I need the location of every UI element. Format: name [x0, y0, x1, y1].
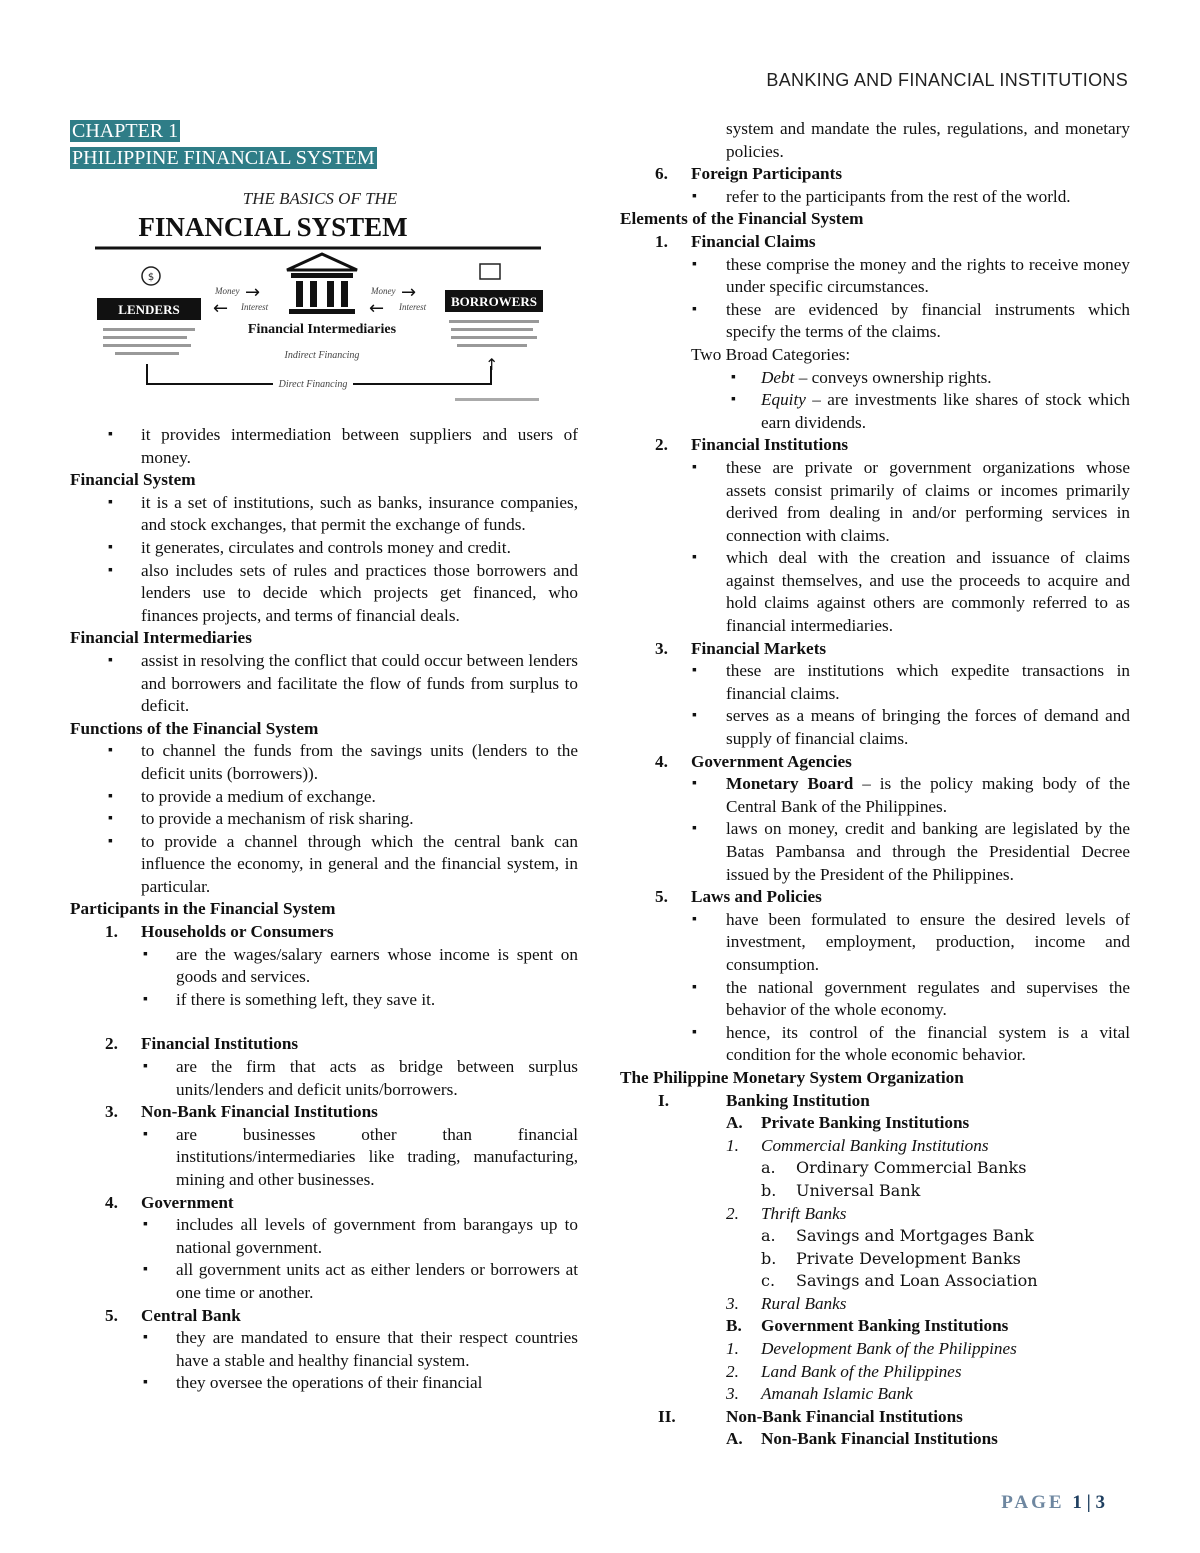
org-level-A: A. Private Banking Institutions	[726, 1113, 970, 1133]
intermediaries-label: Financial Intermediaries	[247, 322, 397, 337]
list-item: ▪ to provide a channel through which the central bank can influence the economy, in general and the financial system, in particular.	[70, 831, 578, 899]
intro-list	[70, 424, 578, 469]
continued-paragraph: system and mandate the rules, regulations, and monetary policies.	[726, 119, 1130, 161]
continued-text	[620, 118, 1130, 163]
list-item: ▪ are the wages/salary earners whose income is spent on goods and services.	[70, 944, 578, 989]
financial-system-figure	[95, 178, 545, 418]
list-item: ▪ Equity – are investments like shares of stock which earn dividends.	[620, 389, 1130, 434]
org-item: 3. Amanah Islamic Bank	[726, 1384, 913, 1404]
org-subitem: a. Savings and Mortgages Bank	[761, 1226, 1034, 1246]
org-subitem: b. Private Development Banks	[761, 1248, 1021, 1268]
element-1-list	[620, 254, 1130, 344]
list-item: ▪ they oversee the operations of their financial	[70, 1372, 578, 1395]
element-2: 2. Financial Institutions	[655, 435, 849, 455]
list-item: ▪ it is a set of institutions, such as banks, insurance companies, and stock exchanges, that permit the exchange of funds.	[70, 492, 578, 537]
svg-text:↑: ↑	[485, 355, 499, 374]
participant-4-list	[70, 1214, 578, 1304]
org-subitem: c. Savings and Loan Association	[761, 1271, 1038, 1291]
org-level-II: II. Non-Bank Financial Institutions	[658, 1406, 963, 1426]
svg-text:→: →	[401, 282, 417, 303]
list-item: ▪ which deal with the creation and issuance of claims against themselves, and use the proceeds to acquire and hold claims against others are commonly referred to as financial intermediaries.	[620, 547, 1130, 637]
svg-text:←: ←	[213, 298, 229, 319]
org-level-B: B. Government Banking Institutions	[726, 1316, 1009, 1336]
chapter-title: PHILIPPINE FINANCIAL SYSTEM	[72, 147, 375, 169]
svg-text:$: $	[147, 272, 155, 283]
participant-5-list	[70, 1327, 578, 1395]
participant-1-list	[70, 944, 578, 1012]
element-5-list	[620, 909, 1130, 1067]
list-item: ▪ to channel the funds from the savings units (lenders to the deficit units (borrowers)).	[70, 740, 578, 785]
list-item: ▪ have been formulated to ensure the desired levels of investment, employment, production, income and consumption.	[620, 909, 1130, 977]
hand-money-icon	[480, 264, 500, 279]
list-item: ▪ it provides intermediation between suppliers and users of money.	[70, 424, 578, 469]
chapter-heading	[70, 118, 578, 172]
list-item: ▪ all government units act as either lenders or borrowers at one time or another.	[70, 1259, 578, 1304]
interest-label-right: Interest	[399, 302, 427, 312]
participant-3-list	[70, 1124, 578, 1192]
list-item: ▪ they are mandated to ensure that their respect countries have a stable and healthy financial system.	[70, 1327, 578, 1372]
chapter-number: CHAPTER 1	[72, 120, 179, 142]
direct-label: Direct Financing	[278, 379, 348, 390]
element-3-list	[620, 660, 1130, 750]
section-heading-elements: Elements of the Financial System	[620, 209, 864, 229]
intermediaries-list	[70, 650, 578, 718]
org-item: 1. Development Bank of the Philippines	[726, 1339, 1017, 1359]
categories-list	[620, 367, 1130, 435]
svg-text:→: →	[245, 282, 261, 303]
participant-6: 6. Foreign Participants	[655, 164, 843, 184]
list-item: ▪ these are evidenced by financial instruments which specify the terms of the claims.	[620, 299, 1130, 344]
section-heading-financial-intermediaries: Financial Intermediaries	[70, 628, 252, 648]
list-item: ▪ assist in resolving the conflict that could occur between lenders and borrowers and facilitate the flow of funds from surplus to deficit.	[70, 650, 578, 718]
list-item: ▪ the national government regulates and supervises the behavior of the whole economy.	[620, 977, 1130, 1022]
section-heading-participants: Participants in the Financial System	[70, 899, 336, 919]
lenders-label: LENDERS	[118, 302, 180, 317]
list-item: ▪ hence, its control of the financial system is a vital condition for the whole economic behavior.	[620, 1022, 1130, 1067]
list-item: ▪ Monetary Board – is the policy making body of the Central Bank of the Philippines.	[620, 773, 1130, 818]
section-heading-organization: The Philippine Monetary System Organization	[620, 1067, 964, 1087]
org-subitem: b. Universal Bank	[761, 1180, 921, 1200]
participant-2: 2. Financial Institutions	[105, 1034, 299, 1054]
money-label-right: Money	[371, 286, 396, 296]
list-item: ▪ serves as a means of bringing the forces of demand and supply of financial claims.	[620, 705, 1130, 750]
functions-list	[70, 740, 578, 898]
figure-title-main: FINANCIAL SYSTEM	[138, 212, 408, 242]
element-1: 1. Financial Claims	[655, 231, 816, 251]
figure-title-top: THE BASICS OF THE	[242, 189, 398, 208]
org-level-A2: A. Non-Bank Financial Institutions	[726, 1429, 998, 1449]
page-header: BANKING AND FINANCIAL INSTITUTIONS	[766, 70, 1128, 90]
svg-text:←: ←	[369, 298, 385, 319]
list-item: ▪ Debt – conveys ownership rights.	[620, 367, 1130, 390]
indirect-label: Indirect Financing	[284, 350, 360, 361]
element-4: 4. Government Agencies	[655, 751, 852, 771]
element-4-list	[620, 773, 1130, 886]
element-3: 3. Financial Markets	[655, 638, 827, 658]
list-item: ▪ also includes sets of rules and practices those borrowers and lenders use to decide which projects get financed, who finances projects, and terms of financial deals.	[70, 560, 578, 628]
page-footer: PAGE 1 | 3	[1001, 1492, 1105, 1513]
section-heading-functions: Functions of the Financial System	[70, 718, 319, 738]
two-broad-categories: Two Broad Categories:	[691, 344, 851, 364]
participant-4: 4. Government	[105, 1192, 234, 1212]
list-item: ▪ to provide a mechanism of risk sharing.	[70, 808, 578, 831]
money-label-left: Money	[215, 286, 240, 296]
org-item: 3. Rural Banks	[726, 1293, 847, 1313]
list-item: ▪ includes all levels of government from barangays up to national government.	[70, 1214, 578, 1259]
element-5: 5. Laws and Policies	[655, 887, 822, 907]
participant-2-list	[70, 1056, 578, 1101]
list-item: ▪ refer to the participants from the rest of the world.	[620, 186, 1130, 209]
financial-system-list	[70, 492, 578, 628]
participant-1: 1. Households or Consumers	[105, 922, 334, 942]
org-item: 1. Commercial Banking Institutions	[726, 1135, 989, 1155]
interest-label-left: Interest	[241, 302, 269, 312]
section-heading-financial-system: Financial System	[70, 470, 196, 490]
left-column	[70, 118, 578, 1395]
list-item: ▪ to provide a medium of exchange.	[70, 786, 578, 809]
org-level-I: I. Banking Institution	[658, 1090, 870, 1110]
borrowers-label: BORROWERS	[451, 294, 537, 309]
element-2-list	[620, 457, 1130, 638]
list-item: ▪ are businesses other than financial institutions/intermediaries like trading, manufacturing, mining and other businesses.	[70, 1124, 578, 1192]
participant-6-list	[620, 186, 1130, 209]
participant-3: 3. Non-Bank Financial Institutions	[105, 1102, 378, 1122]
list-item: ▪ laws on money, credit and banking are legislated by the Batas Pambansa and through the Presidential Decree issued by the President of the Philippines.	[620, 818, 1130, 886]
org-item: 2. Thrift Banks	[726, 1203, 847, 1223]
org-item: 2. Land Bank of the Philippines	[726, 1361, 962, 1381]
list-item: ▪ these are private or government organizations whose assets consist primarily of claims or incomes primarily derived from dealing in and/or performing services in connection with claims.	[620, 457, 1130, 547]
financial-system-diagram	[95, 178, 545, 418]
bank-icon	[287, 254, 357, 270]
org-subitem: a. Ordinary Commercial Banks	[761, 1158, 1027, 1178]
list-item: ▪ if there is something left, they save it.	[70, 989, 578, 1012]
list-item: ▪ are the firm that acts as bridge between surplus units/lenders and deficit units/borrowers.	[70, 1056, 578, 1101]
right-column	[620, 118, 1130, 1451]
participant-5: 5. Central Bank	[105, 1305, 241, 1325]
list-item: ▪ these comprise the money and the rights to receive money under specific circumstances.	[620, 254, 1130, 299]
list-item: ▪ these are institutions which expedite transactions in financial claims.	[620, 660, 1130, 705]
list-item: ▪ it generates, circulates and controls money and credit.	[70, 537, 578, 560]
